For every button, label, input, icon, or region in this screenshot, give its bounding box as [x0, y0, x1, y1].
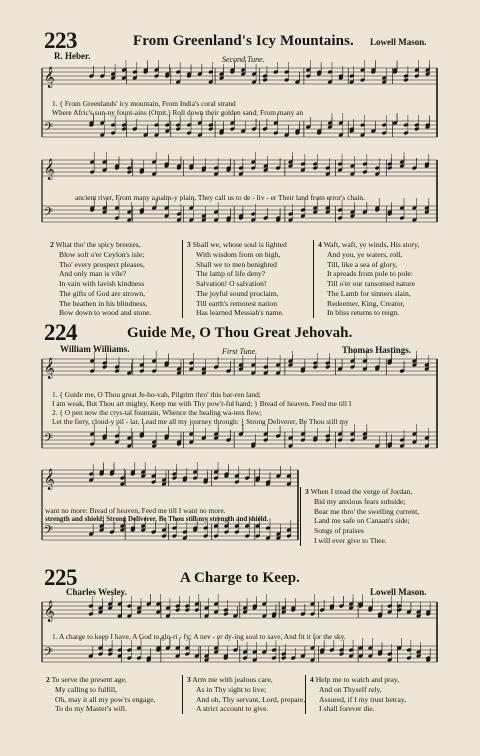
verse-3 — [182, 675, 305, 714]
verse-4 — [305, 675, 406, 714]
verse-line: When I tread the verge of Jordan, — [310, 487, 413, 496]
treble-clef-icon: 𝄞 — [44, 601, 55, 622]
verse-line: The joyful sound proclaim, — [196, 288, 279, 298]
bass-clef-icon: 𝄢 — [44, 206, 54, 222]
author: R. Heber. — [54, 51, 91, 61]
lyric-line: strength and shield; Strong Deliverer, Be Thou still my strength and shield. — [45, 515, 269, 523]
verse-line: I shall forever die. — [319, 704, 375, 714]
bass-clef-icon: 𝄢 — [44, 524, 54, 540]
composer: Thomas Hastings. — [342, 345, 412, 355]
lyric-line: 2. { O pen now the crys-tal fountain, Whence the healing wa-ters flow; — [52, 408, 262, 417]
verse-line: And on Thyself rely, — [319, 684, 382, 694]
verse-line: To serve the present age, — [51, 675, 127, 684]
lyric-line: Where Afric's sun-ny fount-ains (Omit.) Roll down their golden sand; From many an — [52, 108, 304, 117]
verse-line: I will ever give to Thee. — [314, 535, 387, 545]
verse-number: 4 — [318, 240, 322, 249]
verse-line: Bow down to wood and stone. — [59, 308, 152, 318]
hymn-number: 223 — [44, 28, 77, 53]
lyric-line: I am weak, But Thou art mighty, Keep me with Thy pow'r-ful hand; } Bread of heaven, Feed me till I — [52, 399, 352, 408]
hymn-title: A Charge to Keep. — [180, 570, 301, 586]
composer: Lowell Mason. — [370, 587, 427, 597]
verse-line: Songs of praises — [314, 526, 364, 535]
verse-line: The Lamb for sinners slain, — [327, 288, 411, 298]
verse-line: Has learned Messiah's name. — [196, 308, 284, 318]
verse-number: 4 — [310, 675, 314, 684]
verse-line: Redeemer, King, Creator, — [327, 298, 405, 308]
author: William Williams. — [60, 344, 130, 354]
verse-line: Till o'er our ransomed nature — [327, 279, 415, 288]
verse-line: What tho' the spicy breezes, — [55, 240, 141, 249]
bass-clef-icon: 𝄢 — [44, 432, 54, 448]
lyric-line: 1. A charge to keep I have, A God to glo-ri - fy; A nev - er dy-ing soul to save, And fit it for the sky. — [52, 632, 346, 641]
treble-clef-icon: 𝄞 — [44, 67, 55, 88]
verse-number: 3 — [187, 675, 191, 684]
bass-clef-icon: 𝄢 — [44, 121, 54, 137]
tune-label: First Tune. — [222, 347, 258, 356]
hymn-title: From Greenland's Icy Mountains. — [133, 33, 354, 49]
verse-line: Till, like a sea of glory, — [327, 259, 398, 269]
verse-line: And you, ye waters, roll, — [327, 249, 403, 259]
verse-line: Arm me with jealous care, — [192, 675, 273, 684]
verse-number: 3 — [305, 487, 309, 496]
verse-line: Bear me thro' the swelling current, — [314, 506, 420, 516]
verse-line: Help me to watch and pray, — [315, 675, 400, 684]
verse-3 — [182, 240, 287, 318]
hymn-number: 225 — [44, 565, 77, 590]
verse-line: With wisdom from on high, — [196, 249, 281, 259]
verse-line: Shall we, whose soul is lighted — [192, 240, 287, 249]
verse-line: To do my Master's will. — [55, 704, 127, 714]
treble-clef-icon: 𝄞 — [44, 469, 55, 490]
verse-line: It spreads from pole to pole: — [327, 269, 413, 279]
verse-line: Land me safe on Canaan's side; — [314, 516, 410, 526]
verse-line: In bliss returns to reign. — [327, 308, 400, 318]
treble-clef-icon: 𝄞 — [44, 358, 55, 379]
verse-line: Tho' every prospect pleases, — [59, 259, 145, 269]
lyric-line: 1. { From Greenlands' icy mountain, From India's coral strand — [52, 99, 236, 108]
verse-line: And only man is vile? — [59, 269, 127, 279]
hymn-title: Guide Me, O Thou Great Jehovah. — [127, 325, 353, 341]
treble-clef-icon: 𝄞 — [44, 159, 55, 180]
verse-line: The gifts of God are strown, — [59, 288, 146, 298]
verse-number: 2 — [46, 675, 50, 684]
verse-line: Shall we to men benighted — [196, 259, 277, 269]
verse-line: My calling to fulfill, — [55, 684, 118, 694]
lyric-line: Let the fiery, cloud-y pil - lar, Lead me all my journey through: } Strong Deliverer, Be Thou still my — [52, 417, 349, 426]
verse-line: A strict account to give. — [196, 704, 269, 714]
lyric-line: 1. { Guide me, O Thou great Je-ho-vah, Pilgrim thro' this bar-ren land; — [52, 390, 261, 399]
verse-4 — [313, 240, 419, 318]
verse-line: As in Thy sight to live; — [196, 684, 267, 694]
verse-line: In vain with lavish kindness — [59, 279, 145, 288]
verse-line: Blow soft o'er Ceylon's isle; — [59, 249, 145, 259]
verse-line: Till earth's remotest nation — [196, 298, 278, 308]
verse-line: Oh, may it all my pow'rs engage, — [55, 694, 156, 704]
lyric-line: want no more: Bread of heaven, Feed me till I want no more. — [45, 506, 226, 515]
verse-number: 3 — [187, 240, 191, 249]
author: Charles Wesley. — [66, 587, 127, 597]
verse-line: Assured, if I my trust betray, — [319, 694, 407, 704]
verse-line: Salvation! O salvation! — [196, 279, 267, 288]
composer: Lowell Mason. — [370, 37, 427, 47]
verse-line: The heathen in his blindness, — [59, 298, 148, 308]
tune-label: Second Tune. — [222, 55, 265, 64]
verse-line: The lamp of life deny? — [196, 269, 266, 279]
bass-clef-icon: 𝄢 — [44, 646, 54, 662]
verse-line: Bid my anxious fears subside; — [314, 496, 406, 506]
verse-2 — [50, 240, 151, 318]
verse-3 — [300, 487, 419, 546]
verse-2 — [46, 675, 156, 714]
verse-line: And oh, Thy servant, Lord, prepare, — [196, 694, 306, 704]
hymn-number: 224 — [44, 320, 77, 345]
lyric-line: ancient river, From many a palm-y plain, They call us to de - liv - er Their land from error's chain. — [75, 193, 365, 202]
verse-line: Waft, waft, ye winds, His story, — [323, 240, 420, 249]
verse-number: 2 — [50, 240, 54, 249]
